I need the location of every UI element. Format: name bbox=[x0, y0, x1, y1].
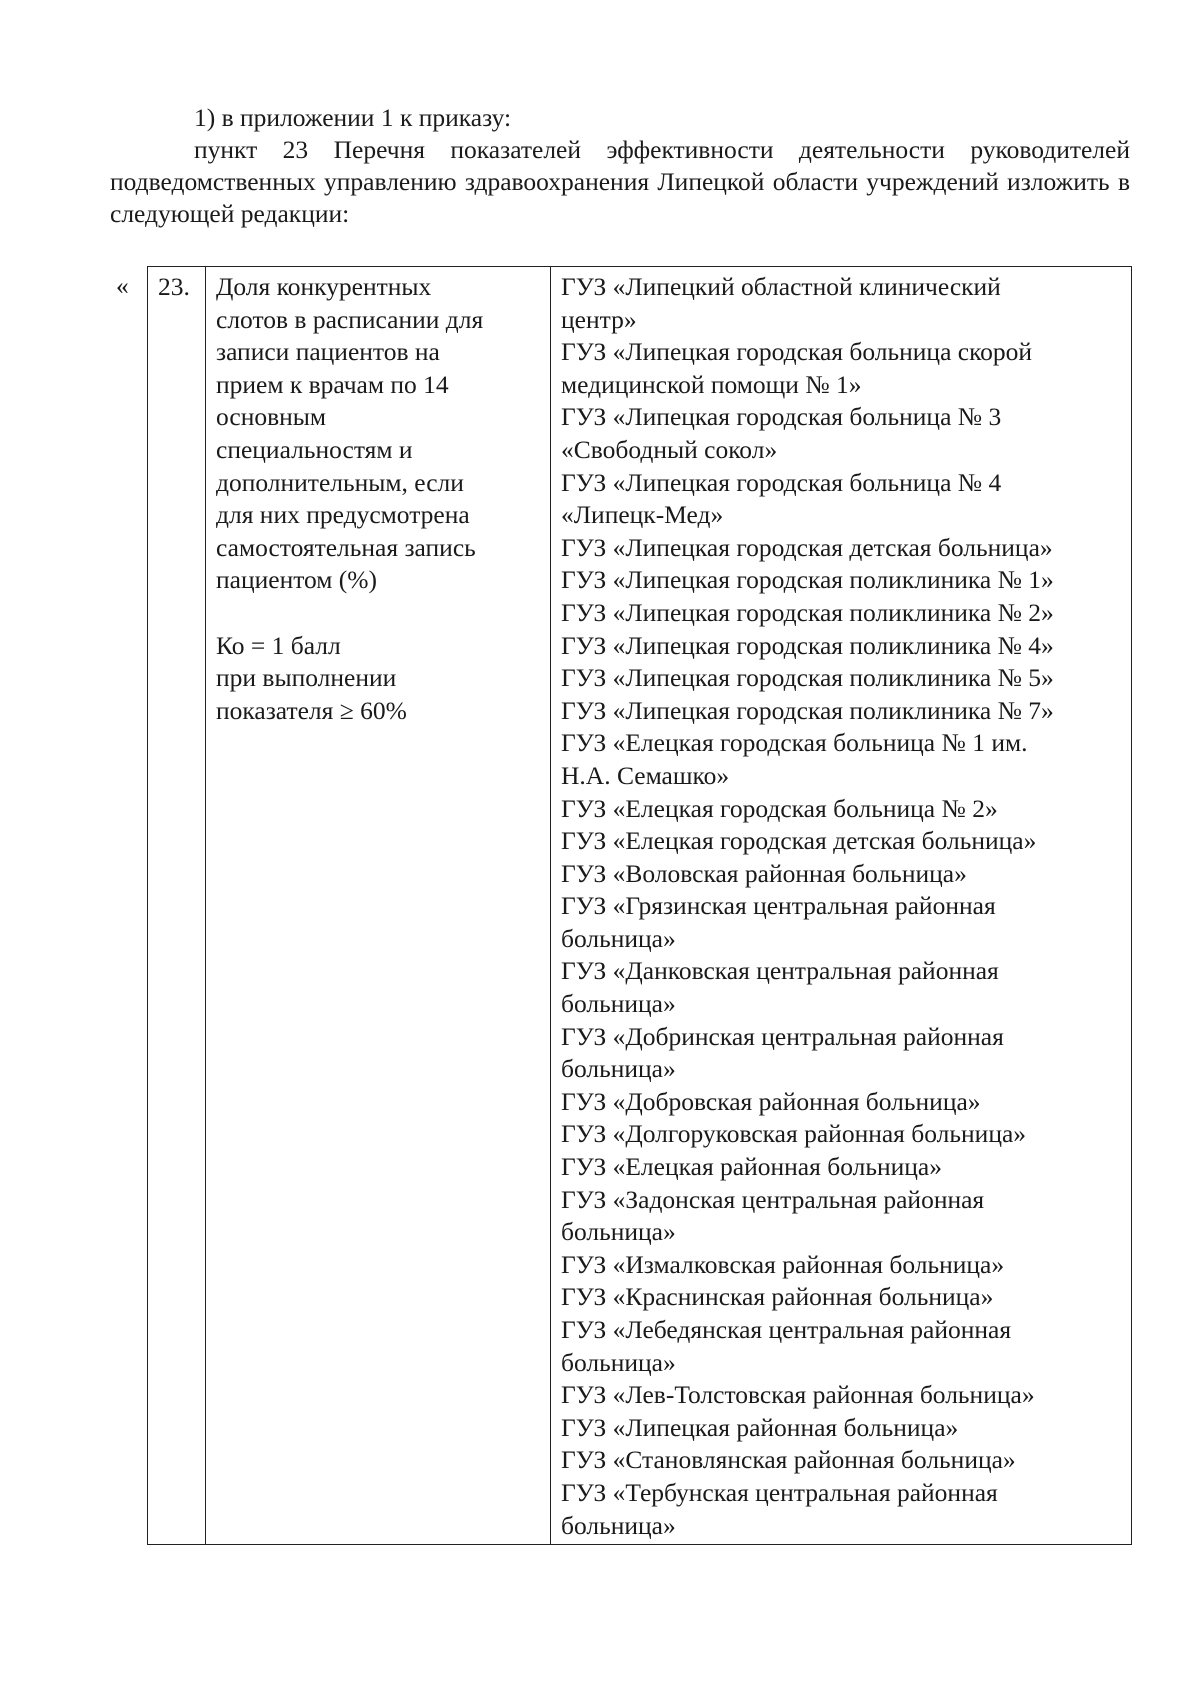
intro-text bbox=[110, 102, 1130, 230]
row-number: 23. bbox=[158, 272, 190, 301]
indicator-description bbox=[216, 271, 544, 597]
institution-line: больница» bbox=[561, 989, 676, 1019]
institution-line: ГУЗ «Липецкая городская больница скорой bbox=[561, 337, 1033, 367]
description-line: Доля конкурентных bbox=[216, 272, 432, 301]
institution-line: Н.А. Семашко» bbox=[561, 760, 730, 790]
institution-line: ГУЗ «Липецкая городская детская больница» bbox=[561, 532, 1053, 562]
institution-line: ГУЗ «Липецкая городская больница № 4 bbox=[561, 467, 1002, 497]
institution-line: ГУЗ «Добровская районная больница» bbox=[561, 1086, 981, 1116]
institution-line: ГУЗ «Липецкий областной клинический bbox=[561, 272, 1001, 301]
description-line: прием к врачам по 14 bbox=[216, 369, 449, 399]
institution-line: ГУЗ «Елецкая городская больница № 1 им. bbox=[561, 728, 1028, 758]
intro-paragraph: пункт 23 Перечня показателей эффективности деятельности руководителей подведомственных управлению здравоохранения Липецкой области учреждений изложить в следующей редакции: bbox=[110, 135, 1130, 228]
description-gap bbox=[216, 597, 544, 630]
institution-line: ГУЗ «Долгоруковская районная больница» bbox=[561, 1119, 1027, 1149]
institution-line: ГУЗ «Данковская центральная районная bbox=[561, 956, 999, 986]
institution-line: ГУЗ «Становлянская районная больница» bbox=[561, 1445, 1016, 1475]
institution-line: больница» bbox=[561, 1217, 676, 1247]
description-line: самостоятельная запись bbox=[216, 532, 476, 562]
institution-line: ГУЗ «Воловская районная больница» bbox=[561, 858, 967, 888]
indicator-description-cell bbox=[206, 267, 551, 1545]
description-line: слотов в расписании для bbox=[216, 304, 484, 334]
institution-line: ГУЗ «Липецкая городская больница № 3 bbox=[561, 402, 1002, 432]
description-line: дополнительным, если bbox=[216, 467, 464, 497]
criteria-line: показателя ≥ 60% bbox=[216, 695, 407, 725]
institution-line: ГУЗ «Липецкая городская поликлиника № 2» bbox=[561, 597, 1054, 627]
description-line: пациентом (%) bbox=[216, 565, 378, 595]
institution-line: больница» bbox=[561, 1510, 676, 1540]
intro-line-1: 1) в приложении 1 к приказу: bbox=[194, 103, 512, 132]
institution-line: ГУЗ «Добринская центральная районная bbox=[561, 1021, 1004, 1051]
institution-line: ГУЗ «Елецкая городская детская больница» bbox=[561, 826, 1037, 856]
description-line: записи пациентов на bbox=[216, 337, 440, 367]
institutions-list bbox=[561, 271, 1127, 1542]
institution-line: больница» bbox=[561, 1347, 676, 1377]
institution-line: ГУЗ «Липецкая городская поликлиника № 4» bbox=[561, 630, 1054, 660]
institution-line: больница» bbox=[561, 1054, 676, 1084]
description-line: специальностям и bbox=[216, 434, 413, 464]
row-number-cell bbox=[148, 267, 206, 1545]
institution-line: ГУЗ «Липецкая городская поликлиника № 7» bbox=[561, 695, 1054, 725]
institution-line: ГУЗ «Тербунская центральная районная bbox=[561, 1477, 998, 1507]
description-line: основным bbox=[216, 402, 327, 432]
institution-line: ГУЗ «Липецкая городская поликлиника № 1» bbox=[561, 565, 1054, 595]
institutions-cell bbox=[551, 267, 1132, 1545]
institution-line: ГУЗ «Задонская центральная районная bbox=[561, 1184, 985, 1214]
institution-line: ГУЗ «Липецкая районная больница» bbox=[561, 1412, 959, 1442]
opening-quote-mark: « bbox=[116, 271, 129, 300]
indicator-criteria bbox=[216, 630, 544, 728]
institution-line: ГУЗ «Елецкая районная больница» bbox=[561, 1152, 942, 1182]
institution-line: центр» bbox=[561, 304, 637, 334]
institution-line: ГУЗ «Лев-Толстовская районная больница» bbox=[561, 1380, 1035, 1410]
institution-line: ГУЗ «Елецкая городская больница № 2» bbox=[561, 793, 998, 823]
institution-line: «Липецк-Мед» bbox=[561, 500, 724, 530]
criteria-line: при выполнении bbox=[216, 663, 397, 693]
institution-line: ГУЗ «Грязинская центральная районная bbox=[561, 891, 996, 921]
table-row bbox=[148, 267, 1132, 1545]
institution-line: ГУЗ «Краснинская районная больница» bbox=[561, 1282, 994, 1312]
institution-line: медицинской помощи № 1» bbox=[561, 369, 862, 399]
criteria-line: Ко = 1 балл bbox=[216, 630, 341, 660]
institution-line: больница» bbox=[561, 923, 676, 953]
indicator-table bbox=[147, 266, 1132, 1545]
institution-line: ГУЗ «Измалковская районная больница» bbox=[561, 1249, 1005, 1279]
institution-line: ГУЗ «Липецкая городская поликлиника № 5» bbox=[561, 663, 1054, 693]
description-line: для них предусмотрена bbox=[216, 500, 470, 530]
institution-line: «Свободный сокол» bbox=[561, 434, 778, 464]
institution-line: ГУЗ «Лебедянская центральная районная bbox=[561, 1315, 1012, 1344]
